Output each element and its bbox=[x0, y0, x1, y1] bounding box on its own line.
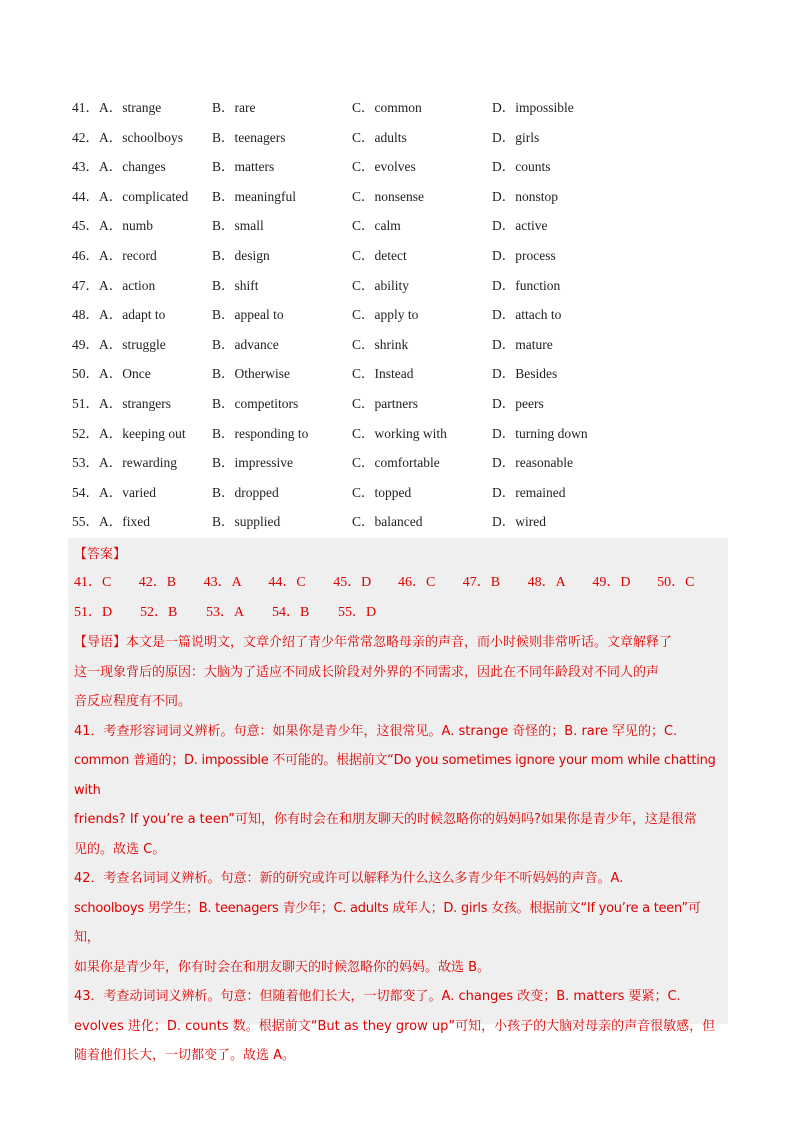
question-number: 51． bbox=[72, 395, 99, 411]
option-c-text: C．common bbox=[352, 100, 422, 115]
option-d bbox=[492, 333, 632, 363]
option-b bbox=[212, 422, 352, 452]
explanation-41-line: friends? If you’re a teen”可知，你有时会在和朋友聊天的时候忽略你的妈妈吗?如果你是青少年，这是很常 bbox=[74, 812, 697, 827]
answer-item: 43．A bbox=[203, 575, 242, 590]
option-c bbox=[352, 451, 492, 481]
question-number: 54． bbox=[72, 484, 99, 500]
question-row bbox=[72, 244, 732, 274]
explanation-42-line: 42．考查名词词义辨析。句意：新的研究或许可以解释为什么这么多青少年不听妈妈的声音。A. bbox=[74, 871, 624, 886]
answer-item: 45．D bbox=[333, 575, 372, 590]
option-c-text: C．Instead bbox=[352, 366, 414, 382]
option-c-text: C．evolves bbox=[352, 159, 416, 175]
question-row bbox=[72, 422, 732, 452]
question-row bbox=[72, 303, 732, 333]
option-b bbox=[212, 126, 352, 156]
option-c-text: C．balanced bbox=[352, 514, 423, 530]
answer-item: 47．B bbox=[462, 575, 501, 590]
answer-item: 54．B bbox=[272, 605, 310, 620]
option-b bbox=[212, 244, 352, 274]
answer-header: 【答案】 bbox=[74, 547, 127, 562]
option-c bbox=[352, 510, 492, 540]
option-a bbox=[72, 185, 212, 215]
option-a-text: A．schoolboys bbox=[99, 129, 183, 145]
explanation-42-line: 如果你是青少年，你有时会在和朋友聊天的时候忽略你的妈妈。故选 B。 bbox=[74, 959, 491, 975]
option-b bbox=[212, 481, 352, 511]
question-number: 41． bbox=[72, 100, 99, 115]
option-c-text: C．partners bbox=[352, 395, 418, 411]
option-d-text: D．reasonable bbox=[492, 455, 573, 471]
option-b bbox=[212, 155, 352, 185]
option-d bbox=[492, 244, 632, 274]
option-c-text: C．topped bbox=[352, 484, 412, 500]
option-d bbox=[492, 126, 632, 156]
option-a-text: A．strange bbox=[99, 100, 162, 115]
option-d-text: D．active bbox=[492, 218, 548, 234]
option-a bbox=[72, 96, 212, 126]
answer-item: 50．C bbox=[657, 575, 695, 590]
answer-row-1 bbox=[74, 568, 722, 598]
question-row bbox=[72, 451, 732, 481]
option-b bbox=[212, 510, 352, 540]
option-d bbox=[492, 214, 632, 244]
option-b bbox=[212, 392, 352, 422]
option-c bbox=[352, 362, 492, 392]
question-row bbox=[72, 185, 732, 215]
option-a-text: A．changes bbox=[99, 159, 166, 175]
option-d bbox=[492, 451, 632, 481]
explanation-43-line: 43．考查动词词义辨析。句意：但随着他们长大，一切都变了。A. changes 改变；B. matters 要紧；C. bbox=[74, 989, 681, 1004]
explanation-41-line: 见的。故选 C。 bbox=[74, 841, 166, 857]
option-a bbox=[72, 274, 212, 304]
answer-item: 46．C bbox=[397, 575, 436, 590]
option-b-text: B．appeal to bbox=[212, 307, 284, 323]
option-a-text: A．adapt to bbox=[99, 307, 166, 323]
option-a bbox=[72, 422, 212, 452]
question-row bbox=[72, 126, 732, 156]
question-row bbox=[72, 214, 732, 244]
option-d-text: D．attach to bbox=[492, 307, 562, 323]
option-b-text: B．advance bbox=[212, 336, 279, 352]
option-a-text: A．numb bbox=[99, 218, 153, 234]
option-a-text: A．record bbox=[99, 247, 157, 263]
option-a bbox=[72, 244, 212, 274]
question-number: 43． bbox=[72, 159, 99, 175]
question-number: 45． bbox=[72, 218, 99, 234]
option-d-text: D．process bbox=[492, 247, 556, 263]
answer-item: 48．A bbox=[527, 575, 566, 590]
option-d bbox=[492, 303, 632, 333]
option-b-text: B．Otherwise bbox=[212, 366, 290, 382]
option-d-text: D．remained bbox=[492, 484, 566, 500]
option-b bbox=[212, 185, 352, 215]
guide-line: 这一现象背后的原因：大脑为了适应不同成长阶段对外界的不同需求，因此在不同年龄段对不同人的声 bbox=[74, 664, 660, 680]
option-d-text: D．turning down bbox=[492, 425, 588, 441]
option-b bbox=[212, 333, 352, 363]
explanation-43-line: evolves 进化；D. counts 数。根据前文“But as they grow up”可知，小孩子的大脑对母亲的声音很敏感，但 bbox=[74, 1018, 716, 1034]
question-row bbox=[72, 274, 732, 304]
question-row bbox=[72, 481, 732, 511]
option-d bbox=[492, 510, 632, 540]
answer-item: 51．D bbox=[74, 605, 113, 620]
option-b-text: B．design bbox=[212, 247, 270, 263]
option-a bbox=[72, 451, 212, 481]
question-number: 50． bbox=[72, 366, 99, 382]
option-b-text: B．responding to bbox=[212, 425, 309, 441]
option-a-text: A．strangers bbox=[99, 395, 171, 411]
question-number: 47． bbox=[72, 277, 99, 293]
option-a bbox=[72, 392, 212, 422]
question-number: 44． bbox=[72, 188, 99, 204]
option-a-text: A．Once bbox=[99, 366, 151, 382]
option-b-text: B．matters bbox=[212, 159, 275, 175]
option-d bbox=[492, 422, 632, 452]
option-b bbox=[212, 274, 352, 304]
answer-item: 55．D bbox=[338, 605, 377, 620]
option-d-text: D．nonstop bbox=[492, 188, 559, 204]
explanation-43-line: 随着他们长大，一切都变了。故选 A。 bbox=[74, 1048, 296, 1063]
question-number: 53． bbox=[72, 455, 99, 471]
answer-item: 53．A bbox=[206, 605, 245, 620]
question-row bbox=[72, 155, 732, 185]
option-d-text: D．Besides bbox=[492, 366, 558, 382]
option-c bbox=[352, 481, 492, 511]
option-b bbox=[212, 362, 352, 392]
option-d-text: D．girls bbox=[492, 129, 540, 145]
option-b-text: B．supplied bbox=[212, 514, 281, 530]
option-a-text: A．rewarding bbox=[99, 455, 177, 471]
option-c bbox=[352, 422, 492, 452]
option-d bbox=[492, 362, 632, 392]
explanation-41-line: 41．考查形容词词义辨析。句意：如果你是青少年，这很常见。A. strange 奇怪的；B. rare 罕见的；C. bbox=[74, 723, 678, 739]
option-b bbox=[212, 451, 352, 481]
option-c bbox=[352, 303, 492, 333]
option-a-text: A．keeping out bbox=[99, 425, 186, 441]
option-b-text: B．competitors bbox=[212, 395, 299, 411]
explanation-42-line: schoolboys 男学生；B. teenagers 青少年；C. adults 成年人；D. girls 女孩。根据前文“If you’re a teen”可知， bbox=[74, 900, 701, 945]
option-a bbox=[72, 303, 212, 333]
option-c bbox=[352, 274, 492, 304]
option-d-text: D．mature bbox=[492, 336, 553, 352]
option-b-text: B．meaningful bbox=[212, 188, 296, 204]
answer-row-2 bbox=[74, 598, 722, 628]
question-number: 55． bbox=[72, 514, 99, 530]
question-number: 52． bbox=[72, 425, 99, 441]
option-d-text: D．function bbox=[492, 277, 561, 293]
option-b bbox=[212, 96, 352, 126]
option-a-text: A．struggle bbox=[99, 336, 166, 352]
option-a bbox=[72, 333, 212, 363]
option-d-text: D．counts bbox=[492, 159, 551, 175]
option-c-text: C．working with bbox=[352, 425, 447, 441]
option-d-text: D．wired bbox=[492, 514, 546, 530]
option-b bbox=[212, 303, 352, 333]
question-row bbox=[72, 510, 732, 540]
option-b-text: B．shift bbox=[212, 277, 259, 293]
question-row bbox=[72, 333, 732, 363]
option-a bbox=[72, 510, 212, 540]
answer-item: 42．B bbox=[138, 575, 177, 590]
option-c bbox=[352, 185, 492, 215]
option-a bbox=[72, 155, 212, 185]
option-b-text: B．rare bbox=[212, 100, 256, 115]
option-c-text: C．adults bbox=[352, 129, 407, 145]
option-c-text: C．shrink bbox=[352, 336, 409, 352]
option-d bbox=[492, 185, 632, 215]
answer-item: 52．B bbox=[140, 605, 178, 620]
option-c-text: C．detect bbox=[352, 247, 407, 263]
option-d-text: D．impossible bbox=[492, 100, 574, 115]
answer-item: 44．C bbox=[268, 575, 306, 590]
option-c bbox=[352, 214, 492, 244]
question-row bbox=[72, 96, 732, 126]
option-a bbox=[72, 362, 212, 392]
question-number: 46． bbox=[72, 247, 99, 263]
option-b-text: B．impressive bbox=[212, 455, 293, 471]
option-a-text: A．fixed bbox=[99, 514, 150, 530]
answer-item: 49．D bbox=[592, 575, 631, 590]
option-c-text: C．ability bbox=[352, 277, 409, 293]
option-c-text: C．nonsense bbox=[352, 188, 424, 204]
question-number: 48． bbox=[72, 307, 99, 323]
explanation-41-line: common 普通的；D. impossible 不可能的。根据前文“Do you sometimes ignore your mom while chatting with bbox=[74, 753, 716, 798]
option-d bbox=[492, 274, 632, 304]
option-d bbox=[492, 155, 632, 185]
question-number: 42． bbox=[72, 129, 99, 145]
question-row bbox=[72, 362, 732, 392]
option-d-text: D．peers bbox=[492, 395, 544, 411]
option-a-text: A．varied bbox=[99, 484, 156, 500]
option-a bbox=[72, 481, 212, 511]
question-options bbox=[72, 96, 732, 540]
answer-item: 41．C bbox=[74, 575, 112, 590]
option-c bbox=[352, 155, 492, 185]
option-d bbox=[492, 96, 632, 126]
option-b bbox=[212, 214, 352, 244]
option-b-text: B．small bbox=[212, 218, 264, 234]
option-c-text: C．apply to bbox=[352, 307, 419, 323]
option-c bbox=[352, 96, 492, 126]
option-b-text: B．teenagers bbox=[212, 129, 286, 145]
option-c bbox=[352, 392, 492, 422]
option-a bbox=[72, 126, 212, 156]
question-number: 49． bbox=[72, 336, 99, 352]
option-d bbox=[492, 392, 632, 422]
question-row bbox=[72, 392, 732, 422]
option-c-text: C．comfortable bbox=[352, 455, 440, 471]
answer-panel bbox=[68, 538, 728, 1063]
option-c-text: C．calm bbox=[352, 218, 401, 234]
option-a bbox=[72, 214, 212, 244]
option-a-text: A．complicated bbox=[99, 188, 189, 204]
option-b-text: B．dropped bbox=[212, 484, 279, 500]
option-c bbox=[352, 126, 492, 156]
option-c bbox=[352, 244, 492, 274]
guide-line: 音反应程度有不同。 bbox=[74, 694, 192, 709]
option-c bbox=[352, 333, 492, 363]
guide-line: 【导语】本文是一篇说明文，文章介绍了青少年常常忽略母亲的声音，而小时候则非常听话。文章解释了 bbox=[74, 635, 673, 650]
option-a-text: A．action bbox=[99, 277, 156, 293]
option-d bbox=[492, 481, 632, 511]
